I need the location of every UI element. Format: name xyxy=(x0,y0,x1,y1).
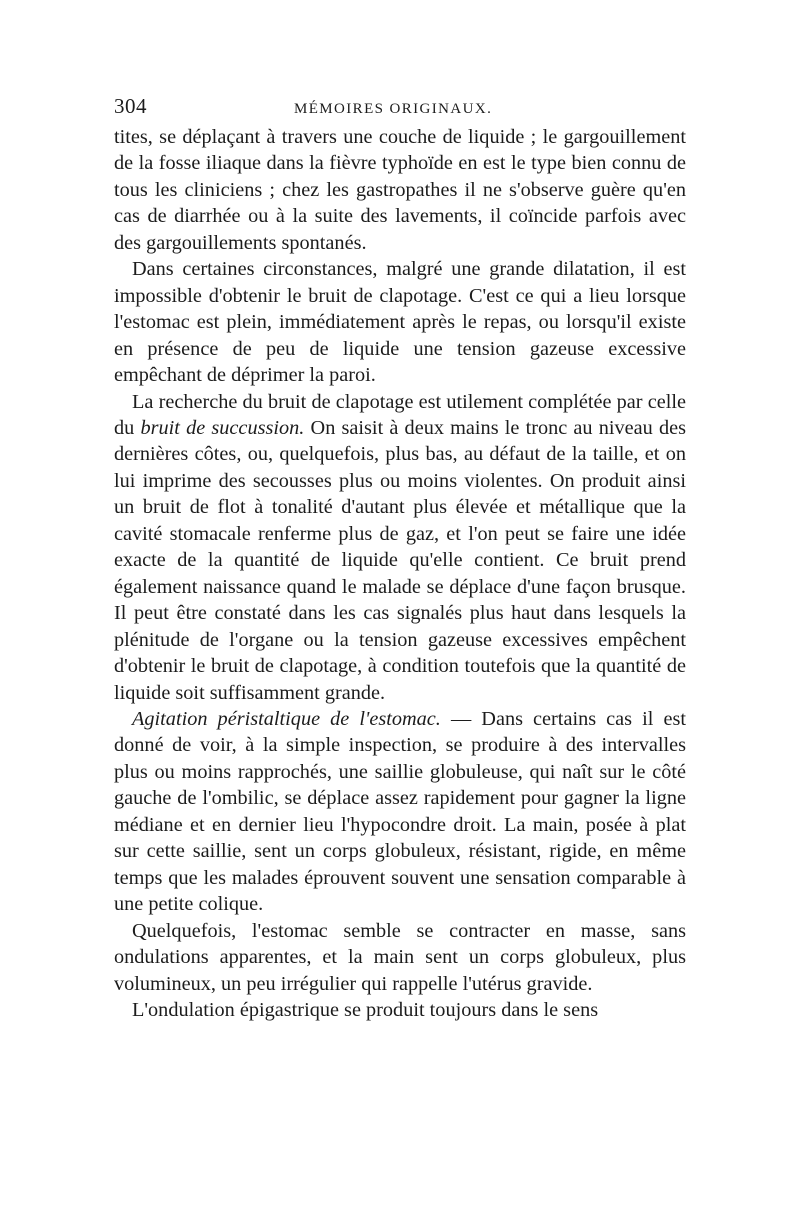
section-heading-agitation: Agitation péristaltique de l'estomac. xyxy=(132,707,441,730)
paragraph-text-after: — Dans certains cas il est donné de voir, à la simple inspection, se produire à des intervalles plus ou moins rapprochés, une saillie globuleuse, qui naît sur le côté gauche de l'ombilic, se déplace assez rapidement pour gagner la ligne médiane et en dernier lieu l'hypocondre droit. La main, posée à plat sur cette saillie, sent un corps globuleux, résistant, rigide, en même temps que les malades éprouvent souvent une sensation comparable à une petite colique. xyxy=(114,707,687,916)
paragraph-text-after: On saisit à deux mains le tronc au niveau des dernières côtes, ou, quelquefois, plus bas, au défaut de la taille, et on lui imprime des secousses plus ou moins violentes. On produit ainsi un bruit de flot à tonalité d'autant plus élevée et métallique que la cavité stomacale renferme plus de gaz, et l'on peut se faire une idée exacte de la quantité de liquide qu'elle contient. Ce bruit prend également naissance quand le malade se déplace d'une façon brusque. Il peut être constaté dans les cas signalés plus haut dans lesquels la plénitude de l'organe ou la tension gazeuse excessives empêchent d'obtenir le bruit de clapotage, à condition toutefois que la quantité de liquide soit suffisamment grande. xyxy=(114,416,687,704)
paragraph-text: L'ondulation épigastrique se produit toujours dans le sens xyxy=(132,998,599,1021)
paragraph-succussion xyxy=(114,389,686,706)
paragraph-text: Dans certaines circonstances, malgré une grande dilatation, il est impossible d'obtenir le bruit de clapotage. C'est ce qui a lieu lorsque l'estomac est plein, immédiatement après le repas, ou lorsqu'il existe en présence de peu de liquide une tension gazeuse excessive empêchant de déprimer la paroi. xyxy=(114,258,686,387)
running-title: MÉMOIRES ORIGINAUX. xyxy=(294,101,493,117)
body-text xyxy=(114,124,686,1023)
document-page xyxy=(114,90,686,1023)
page-number: 304 xyxy=(114,94,147,118)
paragraph-ondulation xyxy=(114,997,686,1023)
paragraph-text: Quelquefois, l'estomac semble se contracter en masse, sans ondulations apparentes, et la main sent un corps globuleux, plus volumineux, un peu irrégulier qui rappelle l'utérus gravide. xyxy=(114,919,686,995)
paragraph-agitation xyxy=(114,706,686,918)
paragraph-text: tites, se déplaçant à travers une couche de liquide ; le gargouillement de la fosse iliaque dans la fièvre typhoïde en est le type bien connu de tous les cliniciens ; chez les gastropathes il ne s'observe guère qu'en cas de diarrhée ou à la suite des lavements, il coïncide parfois avec des gargouillements spontanés. xyxy=(114,126,686,254)
paragraph-continuation xyxy=(114,124,686,256)
paragraph-text-before: La recherche du bruit de clapotage est utilement complétée par celle du xyxy=(114,390,686,439)
paragraph-contraction xyxy=(114,918,686,997)
running-header xyxy=(114,90,686,124)
paragraph-dilatation xyxy=(114,256,686,388)
italic-term-succussion: bruit de succussion. xyxy=(140,416,305,439)
